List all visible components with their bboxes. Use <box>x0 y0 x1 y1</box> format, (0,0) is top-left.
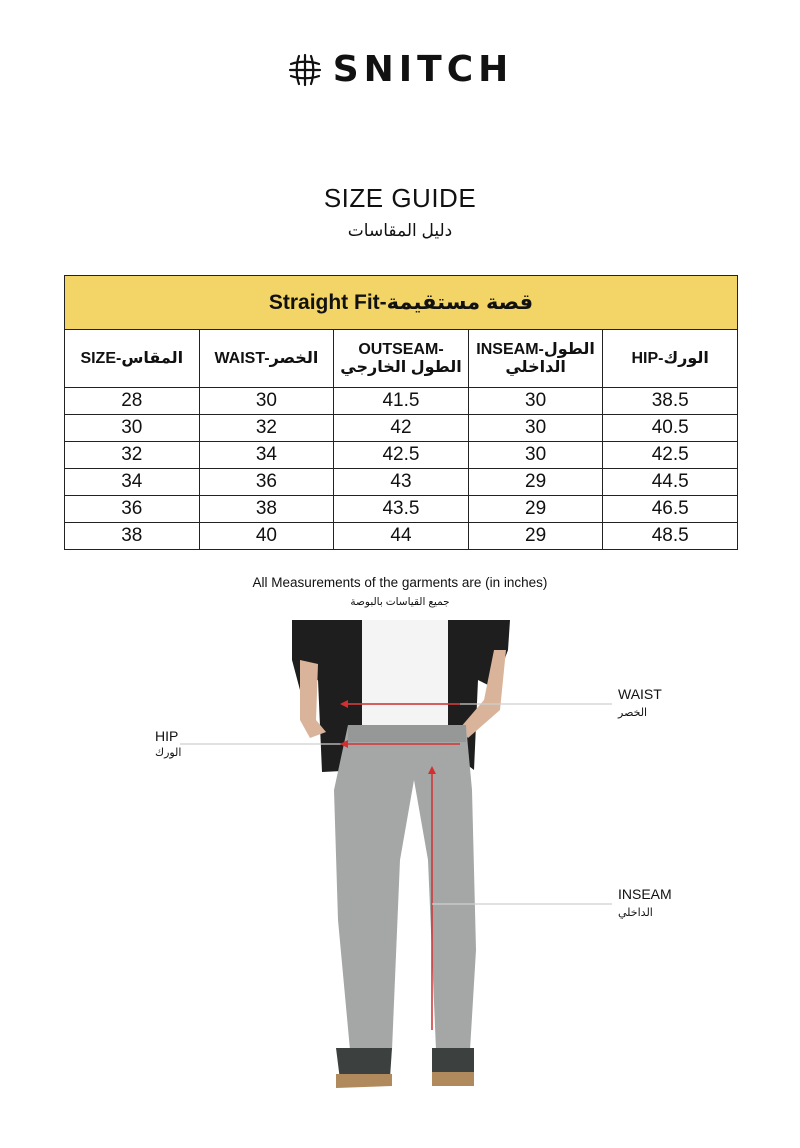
table-cell: 30 <box>468 388 603 415</box>
table-cell: 38 <box>65 523 200 550</box>
table-row <box>65 496 738 523</box>
inseam-callout-label: INSEAM <box>618 886 672 902</box>
table-cell: 42 <box>334 415 469 442</box>
table-cell: 32 <box>199 415 334 442</box>
page-subtitle-arabic: دليل المقاسات <box>347 221 453 240</box>
table-cell: 30 <box>65 415 200 442</box>
waistband-shape <box>348 725 466 742</box>
table-cell: 34 <box>65 469 200 496</box>
table-cell: 29 <box>468 469 603 496</box>
column-header-outseam <box>334 330 469 388</box>
brand-name: SNITCH <box>332 49 514 90</box>
table-cell: 30 <box>468 415 603 442</box>
table-row <box>65 442 738 469</box>
hash-grid-icon <box>287 52 323 88</box>
hip-callout-sub: الورك <box>155 747 182 759</box>
right-sole-shape <box>432 1072 474 1086</box>
table-row <box>65 415 738 442</box>
table-cell: 48.5 <box>603 523 738 550</box>
column-header-waist <box>199 330 334 388</box>
table-cell: 44.5 <box>603 469 738 496</box>
table-cell: 42.5 <box>334 442 469 469</box>
page-title: SIZE GUIDE <box>323 183 477 213</box>
table-row <box>65 469 738 496</box>
hip-callout-label: HIP <box>155 728 179 744</box>
table-cell: 41.5 <box>334 388 469 415</box>
column-header-line: الداخلي <box>505 358 566 376</box>
column-header-line: HIP-الورك <box>631 349 709 367</box>
waist-callout-label: WAIST <box>618 686 662 702</box>
table-cell: 43.5 <box>334 496 469 523</box>
table-cell: 42.5 <box>603 442 738 469</box>
table-cell: 36 <box>65 496 200 523</box>
table-cell: 32 <box>65 442 200 469</box>
column-header-line: OUTSEAM- <box>358 340 444 358</box>
table-cell: 36 <box>199 469 334 496</box>
measurement-note-arabic: جميع القياسات بالبوصة <box>350 596 450 608</box>
table-cell: 40.5 <box>603 415 738 442</box>
table-row <box>65 523 738 550</box>
tshirt-shape <box>360 620 450 730</box>
table-cell: 44 <box>334 523 469 550</box>
column-header-hip <box>603 330 738 388</box>
column-header-line: WAIST-الخصر <box>214 349 319 367</box>
waist-callout-sub: الخصر <box>618 707 648 719</box>
trousers-shape <box>334 725 476 1050</box>
column-header-inseam <box>468 330 603 388</box>
column-header-line: INSEAM-الطول <box>476 340 595 358</box>
table-cell: 29 <box>468 523 603 550</box>
table-cell: 30 <box>199 388 334 415</box>
table-cell: 34 <box>199 442 334 469</box>
column-header-size <box>65 330 200 388</box>
table-cell: 30 <box>468 442 603 469</box>
table-row <box>65 388 738 415</box>
model-figure <box>0 620 800 1090</box>
table-cell: 46.5 <box>603 496 738 523</box>
model-illustration <box>0 620 800 1090</box>
table-cell: 28 <box>65 388 200 415</box>
table-cell: 38 <box>199 496 334 523</box>
fit-title: Straight Fit-قصة مستقيمة <box>65 276 738 330</box>
size-table <box>64 275 738 550</box>
column-header-line: SIZE-المقاس <box>80 349 184 367</box>
measurement-note: All Measurements of the garments are (in inches) <box>252 575 548 590</box>
inseam-callout-sub: الداخلي <box>618 907 653 919</box>
table-cell: 40 <box>199 523 334 550</box>
table-cell: 29 <box>468 496 603 523</box>
column-header-row <box>65 330 738 388</box>
table-cell: 38.5 <box>603 388 738 415</box>
table-cell: 43 <box>334 469 469 496</box>
column-header-line: الطول الخارجي <box>340 358 462 376</box>
brand-logo <box>0 49 800 93</box>
left-sole-shape <box>336 1074 392 1088</box>
